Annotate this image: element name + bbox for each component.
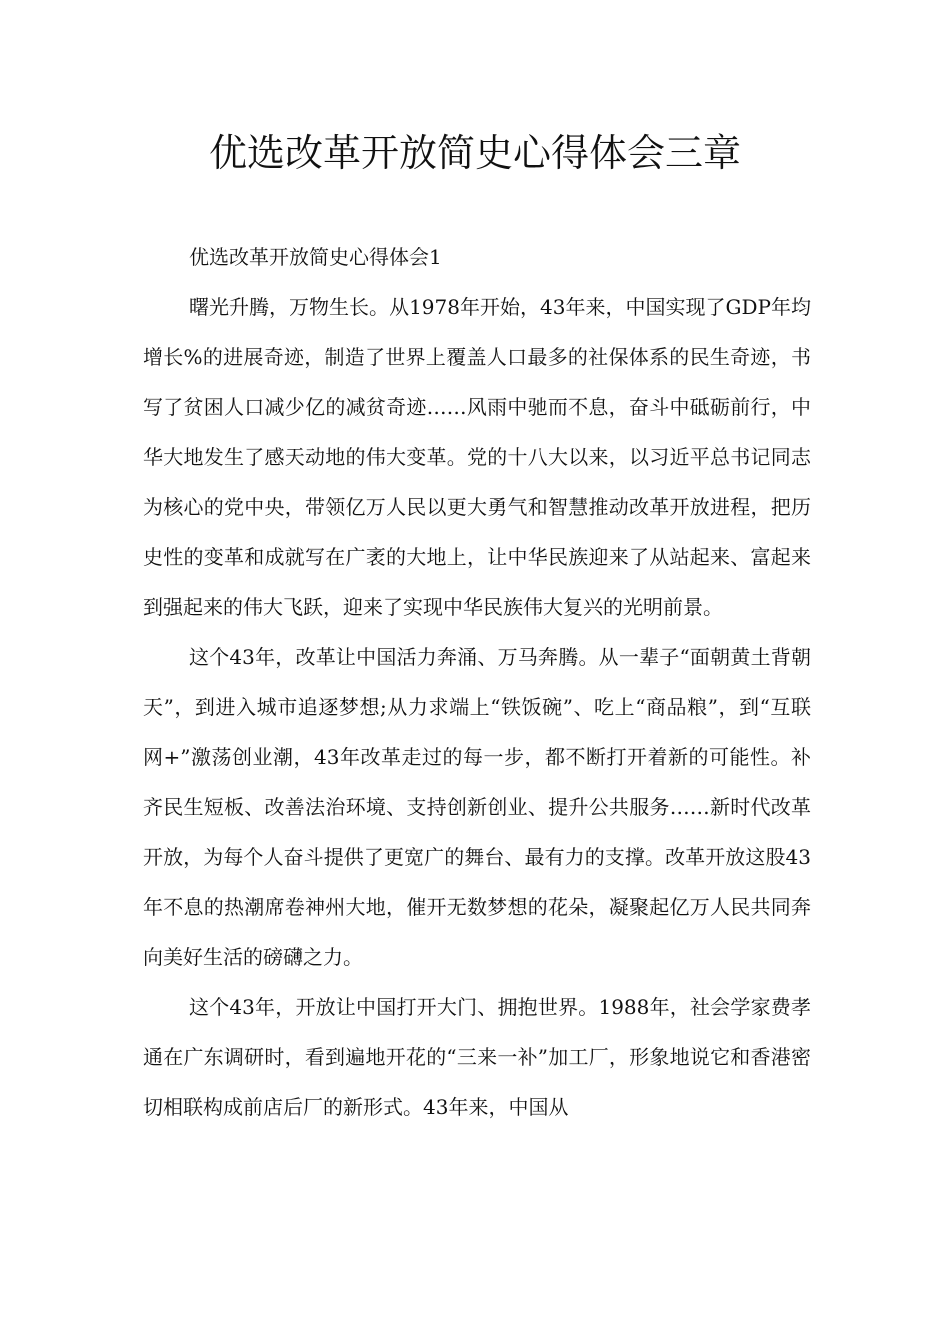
document-title: 优选改革开放简史心得体会三章: [208, 131, 741, 175]
section-heading: 优选改革开放简史心得体会1: [189, 245, 442, 269]
document-body: [143, 232, 811, 1132]
paragraph-3: 这个43年，开放让中国打开大门、拥抱世界。1988年，社会学家费孝通在广东调研时，看到遍地开花的“三来一补”加工厂，形象地说它和香港密切相联构成前店后厂的新形式。43年来，中国从: [143, 995, 811, 1119]
paragraph-2: 这个43年，改革让中国活力奔涌、万马奔腾。从一辈子“面朝黄土背朝天”，到进入城市追逐梦想;从力求端上“铁饭碗”、吃上“商品粮”，到“互联网+”激荡创业潮，43年改革走过的每一步，都不断打开着新的可能性。补齐民生短板、改善法治环境、支持创新创业、提升公共服务……新时代改革开放，为每个人奋斗提供了更宽广的舞台、最有力的支撑。改革开放这股43年不息的热潮席卷神州大地，催开无数梦想的花朵，凝聚起亿万人民共同奔向美好生活的磅礴之力。: [143, 645, 811, 969]
paragraph-1: 曙光升腾，万物生长。从1978年开始，43年来，中国实现了GDP年均增长%的进展奇迹，制造了世界上覆盖人口最多的社保体系的民生奇迹，书写了贫困人口减少亿的减贫奇迹……风雨中驰而不息，奋斗中砥砺前行，中华大地发生了感天动地的伟大变革。党的十八大以来，以习近平总书记同志为核心的党中央，带领亿万人民以更大勇气和智慧推动改革开放进程，把历史性的变革和成就写在广袤的大地上，让中华民族迎来了从站起来、富起来到强起来的伟大飞跃，迎来了实现中华民族伟大复兴的光明前景。: [143, 295, 811, 619]
